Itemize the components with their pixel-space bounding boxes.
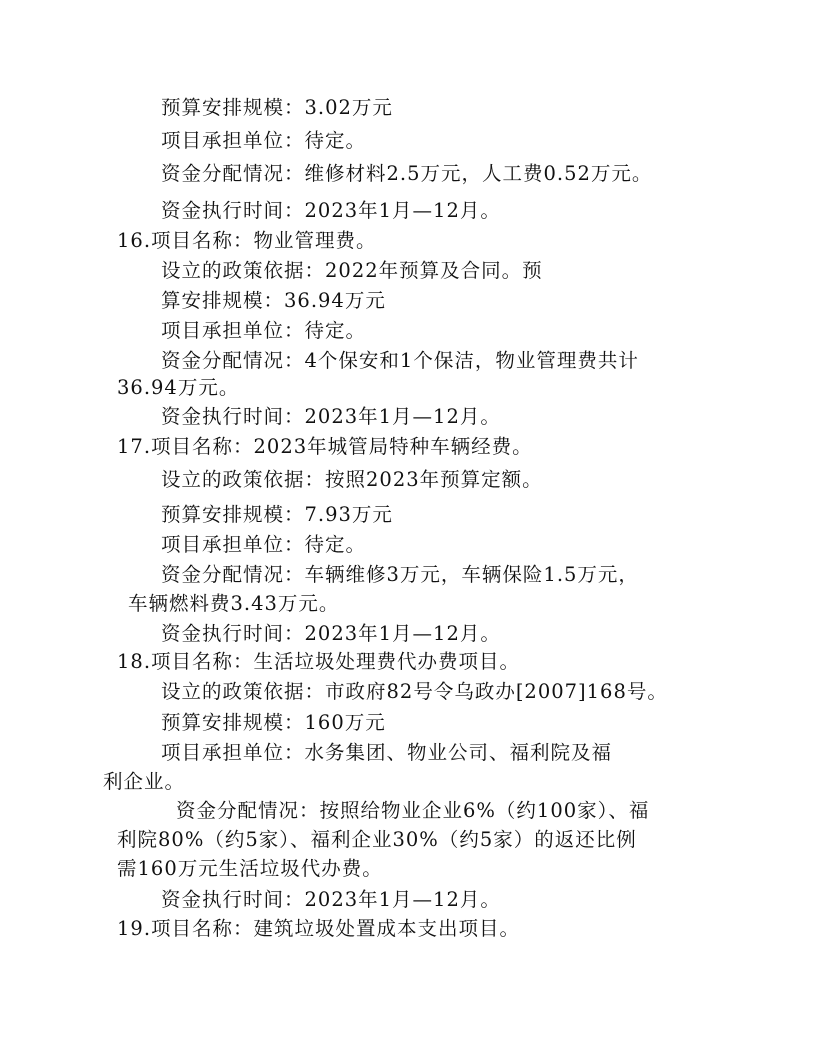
text-line: 资金执行时间：2023年1月—12月。: [161, 888, 501, 911]
text-line: 资金执行时间：2023年1月—12月。: [161, 199, 501, 222]
text-line: 设立的政策依据：按照2023年预算定额。: [161, 468, 543, 491]
text-line: 18.项目名称：生活垃圾处理费代办费项目。: [117, 650, 521, 673]
text-line: 项目承担单位：待定。: [161, 129, 367, 152]
text-line: 车辆燃料费3.43万元。: [128, 592, 340, 615]
text-line: 利院80%（约5家）、福利企业30%（约5家）的返还比例: [117, 828, 637, 851]
text-line: 资金分配情况：4个保安和1个保洁，物业管理费共计: [161, 349, 639, 372]
text-line: 利企业。: [103, 770, 186, 793]
text-line: 项目承担单位：待定。: [161, 319, 367, 342]
text-line: 资金执行时间：2023年1月—12月。: [161, 405, 501, 428]
text-line: 预算安排规模：3.02万元: [161, 96, 393, 119]
text-line: 16.项目名称：物业管理费。: [117, 229, 377, 252]
text-line: 36.94万元。: [117, 376, 240, 399]
text-line: 预算安排规模：7.93万元: [161, 503, 393, 526]
text-line: 项目承担单位：水务集团、物业公司、福利院及福: [161, 741, 613, 764]
text-line: 需160万元生活垃圾代办费。: [117, 857, 383, 880]
text-line: 19.项目名称：建筑垃圾处置成本支出项目。: [117, 917, 521, 940]
text-line: 资金执行时间：2023年1月—12月。: [161, 622, 501, 645]
text-line: 设立的政策依据：2022年预算及合同。预: [161, 259, 543, 282]
text-line: 项目承担单位：待定。: [161, 533, 367, 556]
text-line: 资金分配情况：车辆维修3万元，车辆保险1.5万元，: [161, 563, 639, 586]
text-line: 资金分配情况：维修材料2.5万元，人工费0.52万元。: [161, 162, 653, 185]
text-line: 17.项目名称：2023年城管局特种车辆经费。: [117, 435, 533, 458]
text-line: 预算安排规模：160万元: [161, 711, 386, 734]
text-line: 资金分配情况：按照给物业企业6%（约100家）、福: [176, 799, 650, 822]
text-line: 算安排规模：36.94万元: [161, 289, 386, 312]
text-line: 设立的政策依据：市政府82号令乌政办[2007]168号。: [161, 680, 668, 703]
